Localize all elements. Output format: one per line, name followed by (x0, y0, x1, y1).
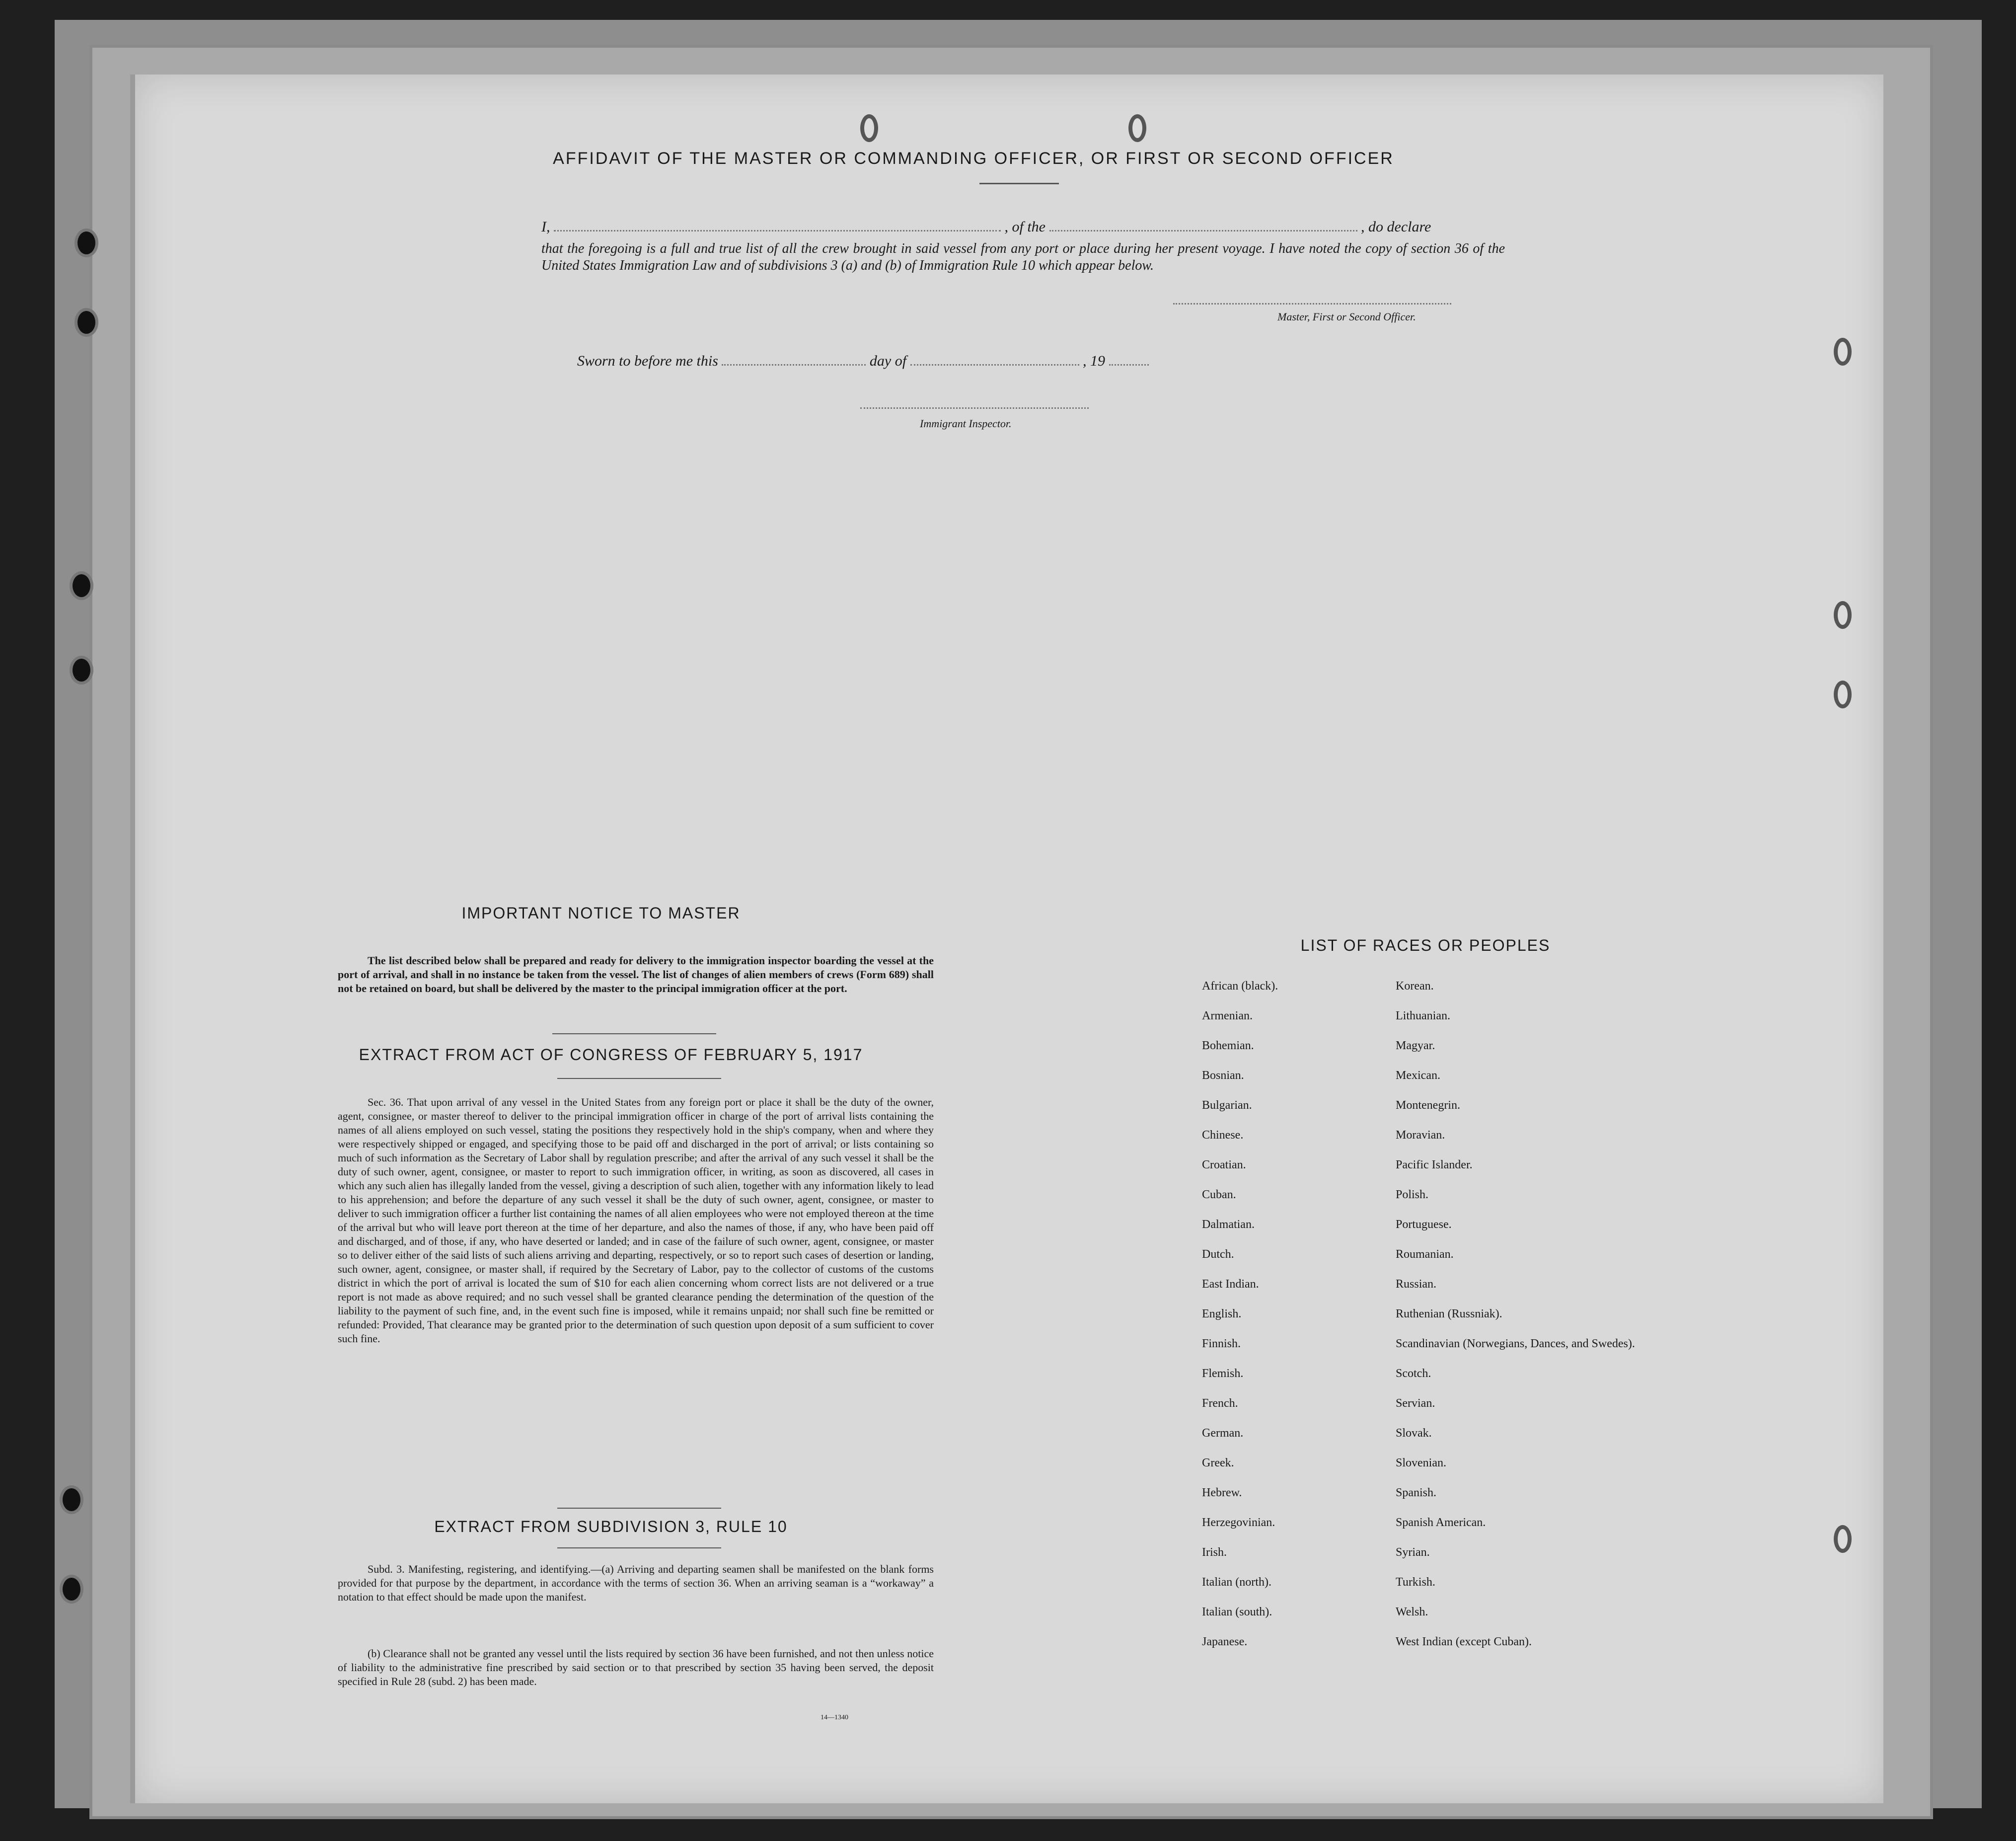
race-item: Korean. (1396, 980, 1434, 993)
race-item: Hebrew. (1202, 1486, 1242, 1499)
race-item: Portuguese. (1396, 1218, 1452, 1231)
race-item: Slovak. (1396, 1427, 1432, 1440)
officer-signature-field[interactable] (1173, 303, 1451, 305)
sworn-day-field[interactable] (722, 364, 866, 366)
race-item: French. (1202, 1397, 1238, 1410)
punch-mark (1834, 338, 1852, 366)
races-list-left (1202, 979, 1411, 1664)
race-item: Irish. (1202, 1546, 1227, 1559)
race-item: Magyar. (1396, 1039, 1435, 1052)
race-item: Ruthenian (Russniak). (1396, 1307, 1502, 1320)
extract-act-rule (557, 1078, 721, 1079)
race-item: Italian (south). (1202, 1606, 1272, 1618)
race-item: Dutch. (1202, 1248, 1234, 1261)
race-item: Flemish. (1202, 1367, 1244, 1380)
race-item: Chinese. (1202, 1129, 1244, 1142)
binder-hole (75, 308, 98, 337)
race-item: Italian (north). (1202, 1576, 1271, 1589)
race-item: German. (1202, 1427, 1244, 1440)
punch-mark (1834, 1525, 1852, 1553)
race-item: Turkish. (1396, 1576, 1435, 1589)
title-rule (979, 183, 1059, 184)
sworn-year-field[interactable] (1109, 364, 1149, 366)
race-item: Scotch. (1396, 1367, 1431, 1380)
manifest-page (130, 75, 1883, 1803)
race-item: Finnish. (1202, 1337, 1241, 1350)
race-item: English. (1202, 1307, 1242, 1320)
punch-mark (1128, 114, 1146, 142)
declarant-name-field[interactable] (554, 230, 1001, 231)
race-item: Cuban. (1202, 1188, 1236, 1201)
sworn-day-of-label: day of (869, 353, 907, 369)
form-number: 14—1340 (821, 1714, 848, 1721)
race-item: Herzegovinian. (1202, 1516, 1275, 1529)
race-item: Japanese. (1202, 1635, 1248, 1648)
sworn-month-field[interactable] (910, 364, 1079, 366)
race-item: West Indian (except Cuban). (1396, 1635, 1532, 1648)
race-item: Roumanian. (1396, 1248, 1454, 1261)
races-title: LIST OF RACES OR PEOPLES (1300, 936, 1551, 954)
race-item: Russian. (1396, 1278, 1437, 1291)
inspector-signature-field[interactable] (860, 407, 1089, 409)
race-item: Spanish American. (1396, 1516, 1486, 1529)
notice-rule (552, 1033, 716, 1034)
race-item: Syrian. (1396, 1546, 1430, 1559)
declare-label: , do declare (1361, 219, 1431, 235)
extract-rule-rule (557, 1547, 721, 1548)
sworn-label: Sworn to before me this (577, 353, 718, 369)
binder-hole (70, 571, 93, 600)
race-item: Servian. (1396, 1397, 1435, 1410)
vessel-label: , of the (1004, 219, 1045, 235)
extract-rule-body-a: Subd. 3. Manifesting, registering, and identifying.—(a) Arriving and departing seamen shall be manifested on the blank forms provided for that purpose by the department, in accordance with the terms of section 36. When an arriving seaman is a “workaway” a notation to that effect should be made upon the manifest. (338, 1563, 934, 1603)
declaration-body: that the foregoing is a full and true list of all the crew brought in said vessel from any port or place during her present voyage. I have noted the copy of section 36 of the United States Immigration Law and of subdivisions 3 (a) and (b) of Immigration Rule 10 which appear below. (541, 241, 1505, 273)
race-item: Montenegrin. (1396, 1099, 1460, 1112)
race-item: Moravian. (1396, 1129, 1445, 1142)
declarant-label: I, (541, 219, 550, 235)
race-item: Spanish. (1396, 1486, 1437, 1499)
race-item: Armenian. (1202, 1009, 1253, 1022)
sworn-year-label: , 19 (1083, 353, 1106, 369)
race-item: East Indian. (1202, 1278, 1259, 1291)
notice-title: IMPORTANT NOTICE TO MASTER (461, 904, 741, 922)
race-item: Mexican. (1396, 1069, 1440, 1082)
race-item: Pacific Islander. (1396, 1158, 1473, 1171)
binder-hole (60, 1575, 83, 1604)
extract-rule-divider (557, 1508, 721, 1509)
affidavit-title: AFFIDAVIT OF THE MASTER OR COMMANDING OFFICER, OR FIRST OR SECOND OFFICER (553, 149, 1394, 168)
declaration-fill-line (541, 219, 1505, 235)
race-item: Bulgarian. (1202, 1099, 1252, 1112)
race-item: Lithuanian. (1396, 1009, 1450, 1022)
extract-rule-body-b: (b) Clearance shall not be granted any vessel until the lists required by section 36 have been furnished, and not then unless notice of liability to the administrative fine prescribed by said section or to that prescribed by section 35 having been served, the deposit specified in Rule 28 (subd. 2) has been made. (338, 1647, 934, 1688)
race-item: Bohemian. (1202, 1039, 1254, 1052)
binder-hole (75, 229, 98, 257)
race-item: Polish. (1396, 1188, 1429, 1201)
notice-body: The list described below shall be prepared and ready for delivery to the immigration inspector boarding the vessel at the port of arrival, and shall in no instance be taken from the vessel. The list of changes of alien members of crews (Form 689) shall not be retained on board, but shall be delivered by the master to the principal immigration officer at the port. (338, 954, 934, 995)
race-item: Dalmatian. (1202, 1218, 1255, 1231)
race-item: Scandinavian (Norwegians, Dances, and Swedes). (1396, 1337, 1635, 1350)
race-item: African (black). (1202, 980, 1278, 993)
races-list-right (1396, 979, 1644, 1664)
race-item: Bosnian. (1202, 1069, 1244, 1082)
extract-act-title: EXTRACT FROM ACT OF CONGRESS OF FEBRUARY 5, 1917 (359, 1046, 863, 1064)
race-item: Croatian. (1202, 1158, 1246, 1171)
race-item: Slovenian. (1396, 1457, 1446, 1469)
inspector-caption: Immigrant Inspector. (920, 417, 1012, 430)
punch-mark (860, 114, 878, 142)
race-item: Welsh. (1396, 1606, 1428, 1618)
extract-rule-title: EXTRACT FROM SUBDIVISION 3, RULE 10 (434, 1518, 788, 1535)
officer-signature-caption: Master, First or Second Officer. (1277, 310, 1416, 323)
binder-hole (60, 1485, 83, 1514)
punch-mark (1834, 601, 1852, 629)
vessel-name-field[interactable] (1049, 230, 1357, 231)
sworn-line (577, 353, 1272, 370)
race-item: Greek. (1202, 1457, 1234, 1469)
binder-hole (70, 656, 93, 685)
punch-mark (1834, 681, 1852, 708)
extract-act-body: Sec. 36. That upon arrival of any vessel in the United States from any foreign port or place it shall be the duty of the owner, agent, consignee, or master thereof to deliver to the principal immigration officer in charge of the port of arrival lists containing the names of all aliens employed on such vessel, stating the positions they respectively hold in the ship's company, when and where they were respectively shipped or engaged, and specifying those to be paid off and discharged in the port of arrival; or lists containing so much of such information as the Secretary of Labor shall by regulation prescribe; and after the arrival of any such vessel it shall be the duty of such owner, agent, consignee, or master to report to such immigration officer, in writing, as soon as discovered, all cases in which any such alien has illegally landed from the vessel, giving a description of such alien, together with any information likely to lead to his apprehension; and before the departure of any such vessel it shall be the duty of such owner, agent, consignee, or master to deliver to such immigration officer a further list containing the names of all alien employees who were not employed thereon at the time of the arrival but who will leave port thereon at the time of her departure, and also the names of those, if any, who have been paid off and discharged, and of those, if any, who have deserted or landed; and in case of the failure of such owner, agent, consignee, or master so to deliver either of the said lists of such aliens arriving and departing, respectively, or so to report such cases of desertion or landing, such owner, agent, consignee, or master shall, if required by the Secretary of Labor, pay to the collector of customs of the customs district in which the port of arrival is located the sum of $10 for each alien concerning whom correct lists are not delivered or a true report is not made as above required; and no such vessel shall be granted clearance pending the determination of the question of the liability to the payment of such fine, and, in the event such fine is imposed, while it remains unpaid; nor shall such fine be remitted or refunded: Provided, That clearance may be granted prior to the determination of such question upon deposit of a sum sufficient to cover such fine. (338, 1096, 934, 1345)
